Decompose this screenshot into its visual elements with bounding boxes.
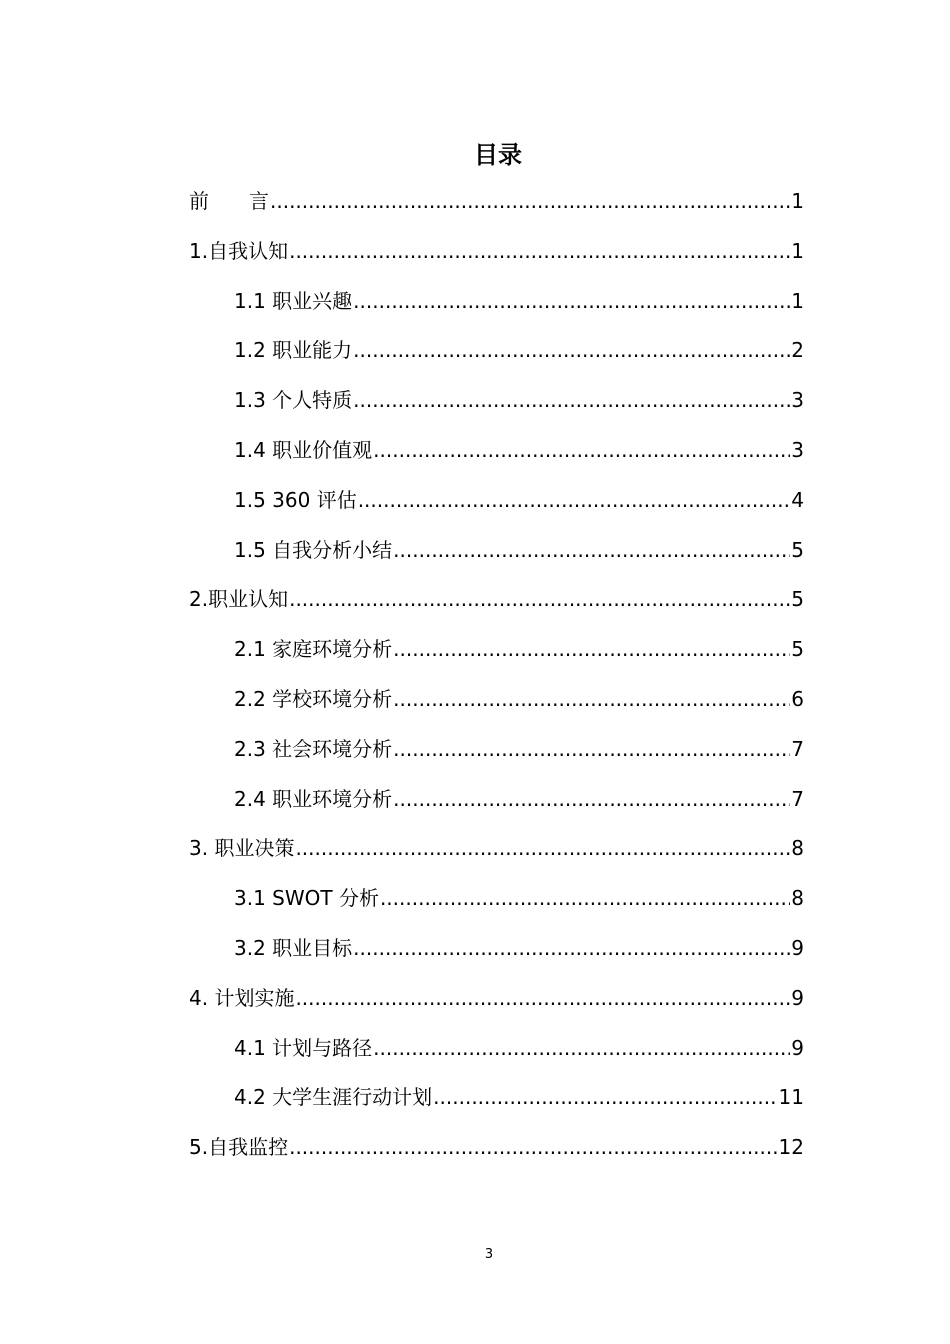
toc-leader-dots (353, 924, 790, 974)
toc-entry[interactable] (189, 1024, 804, 1074)
toc-entry[interactable] (189, 824, 804, 874)
toc-entry-label: 4.2 大学生涯行动计划 (234, 1085, 433, 1110)
toc-leader-dots (380, 874, 790, 924)
toc-entry-label: 1.4 职业价值观 (234, 437, 373, 462)
toc-leader-dots (358, 476, 791, 526)
toc-entry-page: 2 (791, 338, 804, 363)
toc-entry-page: 3 (791, 437, 804, 462)
toc-entry-page: 1 (791, 238, 804, 263)
toc-leader-dots (295, 824, 790, 874)
toc-entry[interactable] (189, 575, 804, 625)
toc-entry[interactable] (189, 1073, 804, 1123)
toc-leader-dots (373, 426, 790, 476)
toc-entry[interactable] (189, 526, 804, 576)
table-of-contents (189, 177, 804, 1173)
toc-entry-label: 2.1 家庭环境分析 (234, 637, 393, 662)
toc-leader-dots (353, 376, 790, 426)
toc-entry-label: 前 言 (189, 189, 269, 213)
toc-entry[interactable] (189, 326, 804, 376)
toc-leader-dots (433, 1073, 777, 1123)
toc-entry-label: 1.3 个人特质 (234, 388, 353, 413)
page-number: 3 (484, 1247, 494, 1262)
toc-leader-dots (270, 177, 790, 227)
toc-leader-dots (353, 277, 790, 327)
toc-leader-dots (393, 775, 790, 825)
toc-entry-page: 5 (791, 637, 804, 662)
toc-leader-dots (373, 1024, 790, 1074)
toc-entry-label: 4.1 计划与路径 (234, 1035, 373, 1060)
toc-entry-label: 5.自我监控 (189, 1135, 289, 1160)
toc-entry-label: 1.1 职业兴趣 (234, 288, 353, 313)
toc-entry-page: 7 (791, 786, 804, 811)
toc-entry-label: 3. 职业决策 (189, 836, 295, 861)
toc-entry-label: 1.2 职业能力 (234, 338, 353, 363)
toc-entry[interactable] (189, 476, 804, 526)
toc-entry-page: 11 (778, 1085, 804, 1110)
toc-entry-label: 1.自我认知 (189, 238, 289, 263)
toc-leader-dots (289, 575, 790, 625)
toc-entry-page: 1 (791, 189, 804, 213)
page-title: 目录 (474, 141, 522, 169)
toc-entry[interactable] (189, 1123, 804, 1173)
toc-entry[interactable] (189, 924, 804, 974)
toc-entry-page: 12 (778, 1135, 804, 1160)
toc-entry[interactable] (189, 675, 804, 725)
toc-entry-label: 2.3 社会环境分析 (234, 736, 393, 761)
toc-leader-dots (393, 675, 790, 725)
toc-entry-page: 5 (791, 537, 804, 562)
toc-entry-page: 8 (791, 886, 804, 911)
toc-leader-dots (289, 1123, 777, 1173)
toc-entry-page: 3 (791, 388, 804, 413)
toc-entry-page: 4 (791, 487, 804, 512)
toc-leader-dots (295, 974, 790, 1024)
toc-entry[interactable] (189, 725, 804, 775)
toc-entry-page: 1 (791, 288, 804, 313)
toc-entry-page: 6 (791, 686, 804, 711)
toc-leader-dots (289, 227, 790, 277)
toc-entry-label: 4. 计划实施 (189, 985, 295, 1010)
toc-entry[interactable] (189, 376, 804, 426)
toc-leader-dots (393, 526, 790, 576)
toc-entry[interactable] (189, 974, 804, 1024)
toc-entry-label: 3.2 职业目标 (234, 935, 353, 960)
toc-leader-dots (353, 326, 790, 376)
toc-entry-label: 1.5 360 评估 (234, 487, 357, 512)
toc-leader-dots (393, 625, 790, 675)
toc-entry-label: 2.职业认知 (189, 587, 289, 612)
toc-entry[interactable] (189, 874, 804, 924)
toc-entry[interactable] (189, 177, 804, 227)
toc-entry[interactable] (189, 277, 804, 327)
toc-entry-page: 9 (791, 985, 804, 1010)
toc-entry[interactable] (189, 775, 804, 825)
toc-entry-label: 3.1 SWOT 分析 (234, 886, 379, 911)
toc-entry-page: 8 (791, 836, 804, 861)
toc-entry-label: 2.2 学校环境分析 (234, 686, 393, 711)
toc-entry[interactable] (189, 227, 804, 277)
toc-entry[interactable] (189, 625, 804, 675)
toc-entry-label: 2.4 职业环境分析 (234, 786, 393, 811)
toc-entry-label: 1.5 自我分析小结 (234, 537, 393, 562)
toc-entry-page: 9 (791, 1035, 804, 1060)
toc-entry-page: 9 (791, 935, 804, 960)
toc-entry-page: 5 (791, 587, 804, 612)
toc-entry-page: 7 (791, 736, 804, 761)
toc-entry[interactable] (189, 426, 804, 476)
toc-leader-dots (393, 725, 790, 775)
